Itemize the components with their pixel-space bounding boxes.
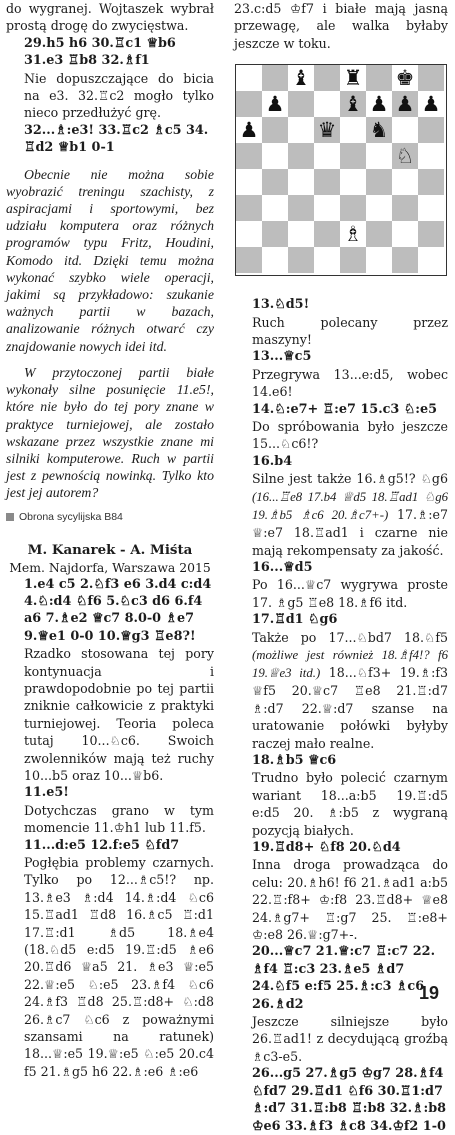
moves-line: 32...♗:e3! 33.♖c2 ♗c5 34. ♖d2 ♕b1 0-1: [24, 122, 209, 156]
board-square: [236, 195, 262, 221]
board-square: [314, 195, 340, 221]
board-square: [366, 65, 392, 91]
board-square: [314, 247, 340, 273]
board-square: [236, 65, 262, 91]
comment: Rzadko stosowana tej pory kontynuacja i prawdopodobnie po tej partii zniknie całkowicie z praktyki turniejowej. Teoria poleca tutaj 10...♘c6. Swoich zwolenników mają też ruchy 10...b5 oraz 10...♕b6.: [24, 646, 214, 783]
board-square: [236, 91, 262, 117]
moves-line: 29.h5 h6 30.♖c1 ♕b6 31.e3 ♖b8 32.♗f1: [24, 35, 176, 69]
board-square: [418, 195, 444, 221]
black-pawn-icon: ♟: [366, 91, 392, 117]
moves-line: 11...d:e5 12.f:e5 ♘fd7: [24, 837, 180, 853]
comment: [234, 629, 448, 752]
comment: Inna droga prowadząca do celu: 20.♗h6! f6 21.♗ad1 a:b5 22.♖:f8+ ♔:f8 23.♖d8+ ♕e8 24.♗g7+ ♖:g7 25. ♖:e8+ ♔:e8 26.♕:g7+-.: [252, 857, 448, 943]
italic-paragraph: W przytoczonej partii białe wykonały silne posunięcie 11.e5!, które nie było do tej pory znane w praktyce turniejowej, ale zostało wskazane przez wszystkie znane mi silniki komputerowe. Ruch w partii jest z pewnością nowinką. Tylko kto jest jej autorem?: [6, 364, 214, 501]
chess-board: [236, 65, 444, 273]
game-title: M. Kanarek - A. Miśta: [27, 541, 193, 558]
right-column: [234, 0, 448, 1135]
board-square: [262, 169, 288, 195]
comment: Do spróbowania było jeszcze 15...♘c6!?: [252, 419, 448, 452]
moves-line: 19.♖d8+ ♘f8 20.♘d4: [252, 840, 401, 855]
board-square: [366, 143, 392, 169]
left-column: [6, 0, 214, 1080]
white-knight-icon: ♘: [392, 143, 418, 169]
moves-line: 18.♗b5 ♕c6: [252, 752, 337, 768]
moves-line: 17.♖d1 ♘g6: [252, 612, 338, 628]
black-bishop-icon: ♝: [288, 65, 314, 91]
comment-part: Silne jest także 16.♗g5!? ♘g6: [252, 471, 448, 487]
black-rook-icon: ♜: [340, 65, 366, 91]
black-bishop-icon: ♝: [340, 91, 366, 117]
moves-line: 20...♕c7 21.♕:c7 ♖:c7 22. ♗f4 ♖:c3 23.♗e5 ♗d7 24.♘f5 e:f5 25.♗:c3 ♗c6 26.♗d2: [252, 944, 436, 1012]
board-square: [236, 143, 262, 169]
board-square: [418, 117, 444, 143]
board-square: [340, 143, 366, 169]
moves-line: 26...g5 27.♗g5 ♔g7 28.♗f4 ♘fd7 29.♖d1 ♘f6 30.♖1:d7 ♗:d7 31.♖:b8 ♖:b8 32.♗:b8 ♔e6 33.♗f3 ♗c8 34.♔f2 1-0: [252, 1066, 447, 1134]
black-king-icon: ♚: [392, 65, 418, 91]
board-square: [418, 143, 444, 169]
board-square: [340, 247, 366, 273]
board-square: [340, 195, 366, 221]
moves-line: 16.b4: [252, 453, 293, 469]
paragraph: 23.c:d5 ♔f7 i białe mają jasną przewagę, ale walka byłaby jeszcze w toku.: [234, 1, 448, 51]
moves-line: 13.♘d5!: [252, 297, 310, 313]
board-square: [340, 117, 366, 143]
board-square: [262, 247, 288, 273]
chess-diagram: [235, 64, 447, 276]
black-pawn-icon: ♟: [262, 91, 288, 117]
board-square: [262, 117, 288, 143]
comment: [234, 470, 448, 559]
board-square: [314, 169, 340, 195]
comment: Nie dopuszczające do bicia na e3. 32.♖c2 mogło tylko nieco przedłużyć grę.: [24, 70, 214, 121]
comment: Ruch polecany przez maszyny!: [252, 314, 448, 348]
board-square: [262, 143, 288, 169]
board-square: [288, 143, 314, 169]
italic-paragraph: Obecnie nie można sobie wyobrazić treningu szachisty, z aspiracjami i sportowymi, bez udziału komputera oraz różnych programów typu Fritz, Houdini, Komodo itd. Dzięki temu można wykonać szybko wiele operacji, jakimi są przykładowo: szukanie ważnych partii w bazach, analizowanie różnych otwarć czy znajdowanie nowych idei itd.: [6, 166, 214, 354]
board-square: [288, 195, 314, 221]
board-square: [236, 169, 262, 195]
board-square: [366, 221, 392, 247]
board-square: [392, 117, 418, 143]
board-square: [314, 65, 340, 91]
comment: Po 16...♕c7 wygrywa proste 17. ♗g5 ♖e8 18.♗f6 itd.: [252, 577, 448, 610]
board-square: [236, 221, 262, 247]
comment-part: 17.♗:e7 ♕:e7 18.♖ad1 i czarne nie mają rekompensaty za jakość.: [252, 506, 449, 558]
black-pawn-icon: ♟: [236, 117, 262, 143]
game-event: Mem. Najdorfa, Warszawa 2015: [9, 559, 211, 575]
board-square: [288, 169, 314, 195]
black-queen-icon: ♛: [314, 117, 340, 143]
board-square: [366, 169, 392, 195]
board-square: [288, 247, 314, 273]
moves-line: 16...♕d5: [252, 559, 313, 575]
board-square: [314, 91, 340, 117]
black-pawn-icon: ♟: [392, 91, 418, 117]
white-bishop-icon: ♗: [340, 221, 366, 247]
board-square: [340, 169, 366, 195]
square-bullet-icon: [6, 513, 14, 521]
board-square: [366, 195, 392, 221]
moves-line: 1.e4 c5 2.♘f3 e6 3.d4 c:d4 4.♘:d4 ♘f6 5.♘c3 d6 6.f4 a6 7.♗e2 ♕c7 8.0-0 ♗e7 9.♕e1 0-0 10.♕g3 ♖e8?!: [24, 576, 212, 644]
board-square: [314, 221, 340, 247]
comment: Dotychczas grano w tym momencie 11.♔h1 lub 11.f5.: [24, 802, 214, 836]
board-square: [418, 65, 444, 91]
opening-label: [6, 511, 214, 523]
board-square: [288, 221, 314, 247]
moves-line: 11.e5!: [24, 785, 69, 801]
black-pawn-icon: ♟: [418, 91, 444, 117]
board-square: [392, 169, 418, 195]
moves-line: 13...♕c5: [252, 349, 312, 365]
board-square: [262, 65, 288, 91]
page-number: 19: [418, 983, 439, 1003]
black-knight-icon: ♞: [366, 117, 392, 143]
board-square: [418, 247, 444, 273]
comment: Jeszcze silniejsze było 26.♖ad1! z decydującą groźbą ♗c3-e5.: [252, 1014, 448, 1064]
opening-name: Obrona sycylijska B84: [19, 510, 123, 523]
moves-line: 14.♘:e7+ ♖:e7 15.c3 ♘:e5: [252, 401, 438, 417]
comment-italic: (możliwe jest również 18.♗f4!? f6 19.♕e3 itd.): [252, 647, 448, 681]
board-square: [418, 169, 444, 195]
paragraph: do wygranej. Wojtaszek wybrał prostą drogę do zwycięstwa.: [6, 1, 214, 34]
comment-italic: (16...♖e8 17.b4 ♕d5 18.♖ad1 ♘g6 19.♗b5 ♗c6 20.♗c7+-): [252, 489, 448, 522]
board-square: [236, 247, 262, 273]
board-square: [392, 247, 418, 273]
comment: Trudno było polecić czarnym wariant 18...a:b5 19.♖:d5 e:d5 20. ♗:b5 z wygraną pozycją białych.: [252, 770, 448, 838]
board-square: [392, 221, 418, 247]
board-square: [262, 195, 288, 221]
board-square: [262, 221, 288, 247]
board-square: [418, 221, 444, 247]
comment-part: Także po 17...♘bd7 18.♘f5: [252, 629, 448, 645]
board-square: [366, 247, 392, 273]
board-square: [288, 91, 314, 117]
comment: Przegrywa 13...e:d5, wobec 14.e6!: [252, 366, 448, 400]
board-square: [288, 117, 314, 143]
board-square: [392, 195, 418, 221]
board-square: [314, 143, 340, 169]
comment: Pogłębia problemy czarnych. Tylko po 12...♗c5!? np. 13.♗e3 ♗:d4 14.♗:d4 ♘c6 15.♖ad1 ♖d8 16.♗c5 ♖:d1 17.♖:d1 ♗d5 18.♗e4 (18.♘d5 e:d5 19.♖:d5 ♗e6 20.♖d6 ♕a5 21. ♗e3 ♕:e5 22.♕:e5 ♘:e5 23.♗f4 ♘c6 24.♗f3 ♖d8 25.♖:d8+ ♘:d8 26.♗c7 ♘c6 z poważnymi szansami na ratunek) 18...♕:e5 19.♕:e5 ♘:e5 20.c4 f5 21.♗g5 h6 22.♗:e6 ♗:e6: [24, 855, 214, 1079]
comment-part: 18...♘f3+ 19.♗:f3 ♕f5 20.♕c7 ♖e8 21.♖:d7 ♗:d7 22.♕:d7 szanse na uratowanie połówki byłyby raczej mało realne.: [252, 665, 449, 751]
